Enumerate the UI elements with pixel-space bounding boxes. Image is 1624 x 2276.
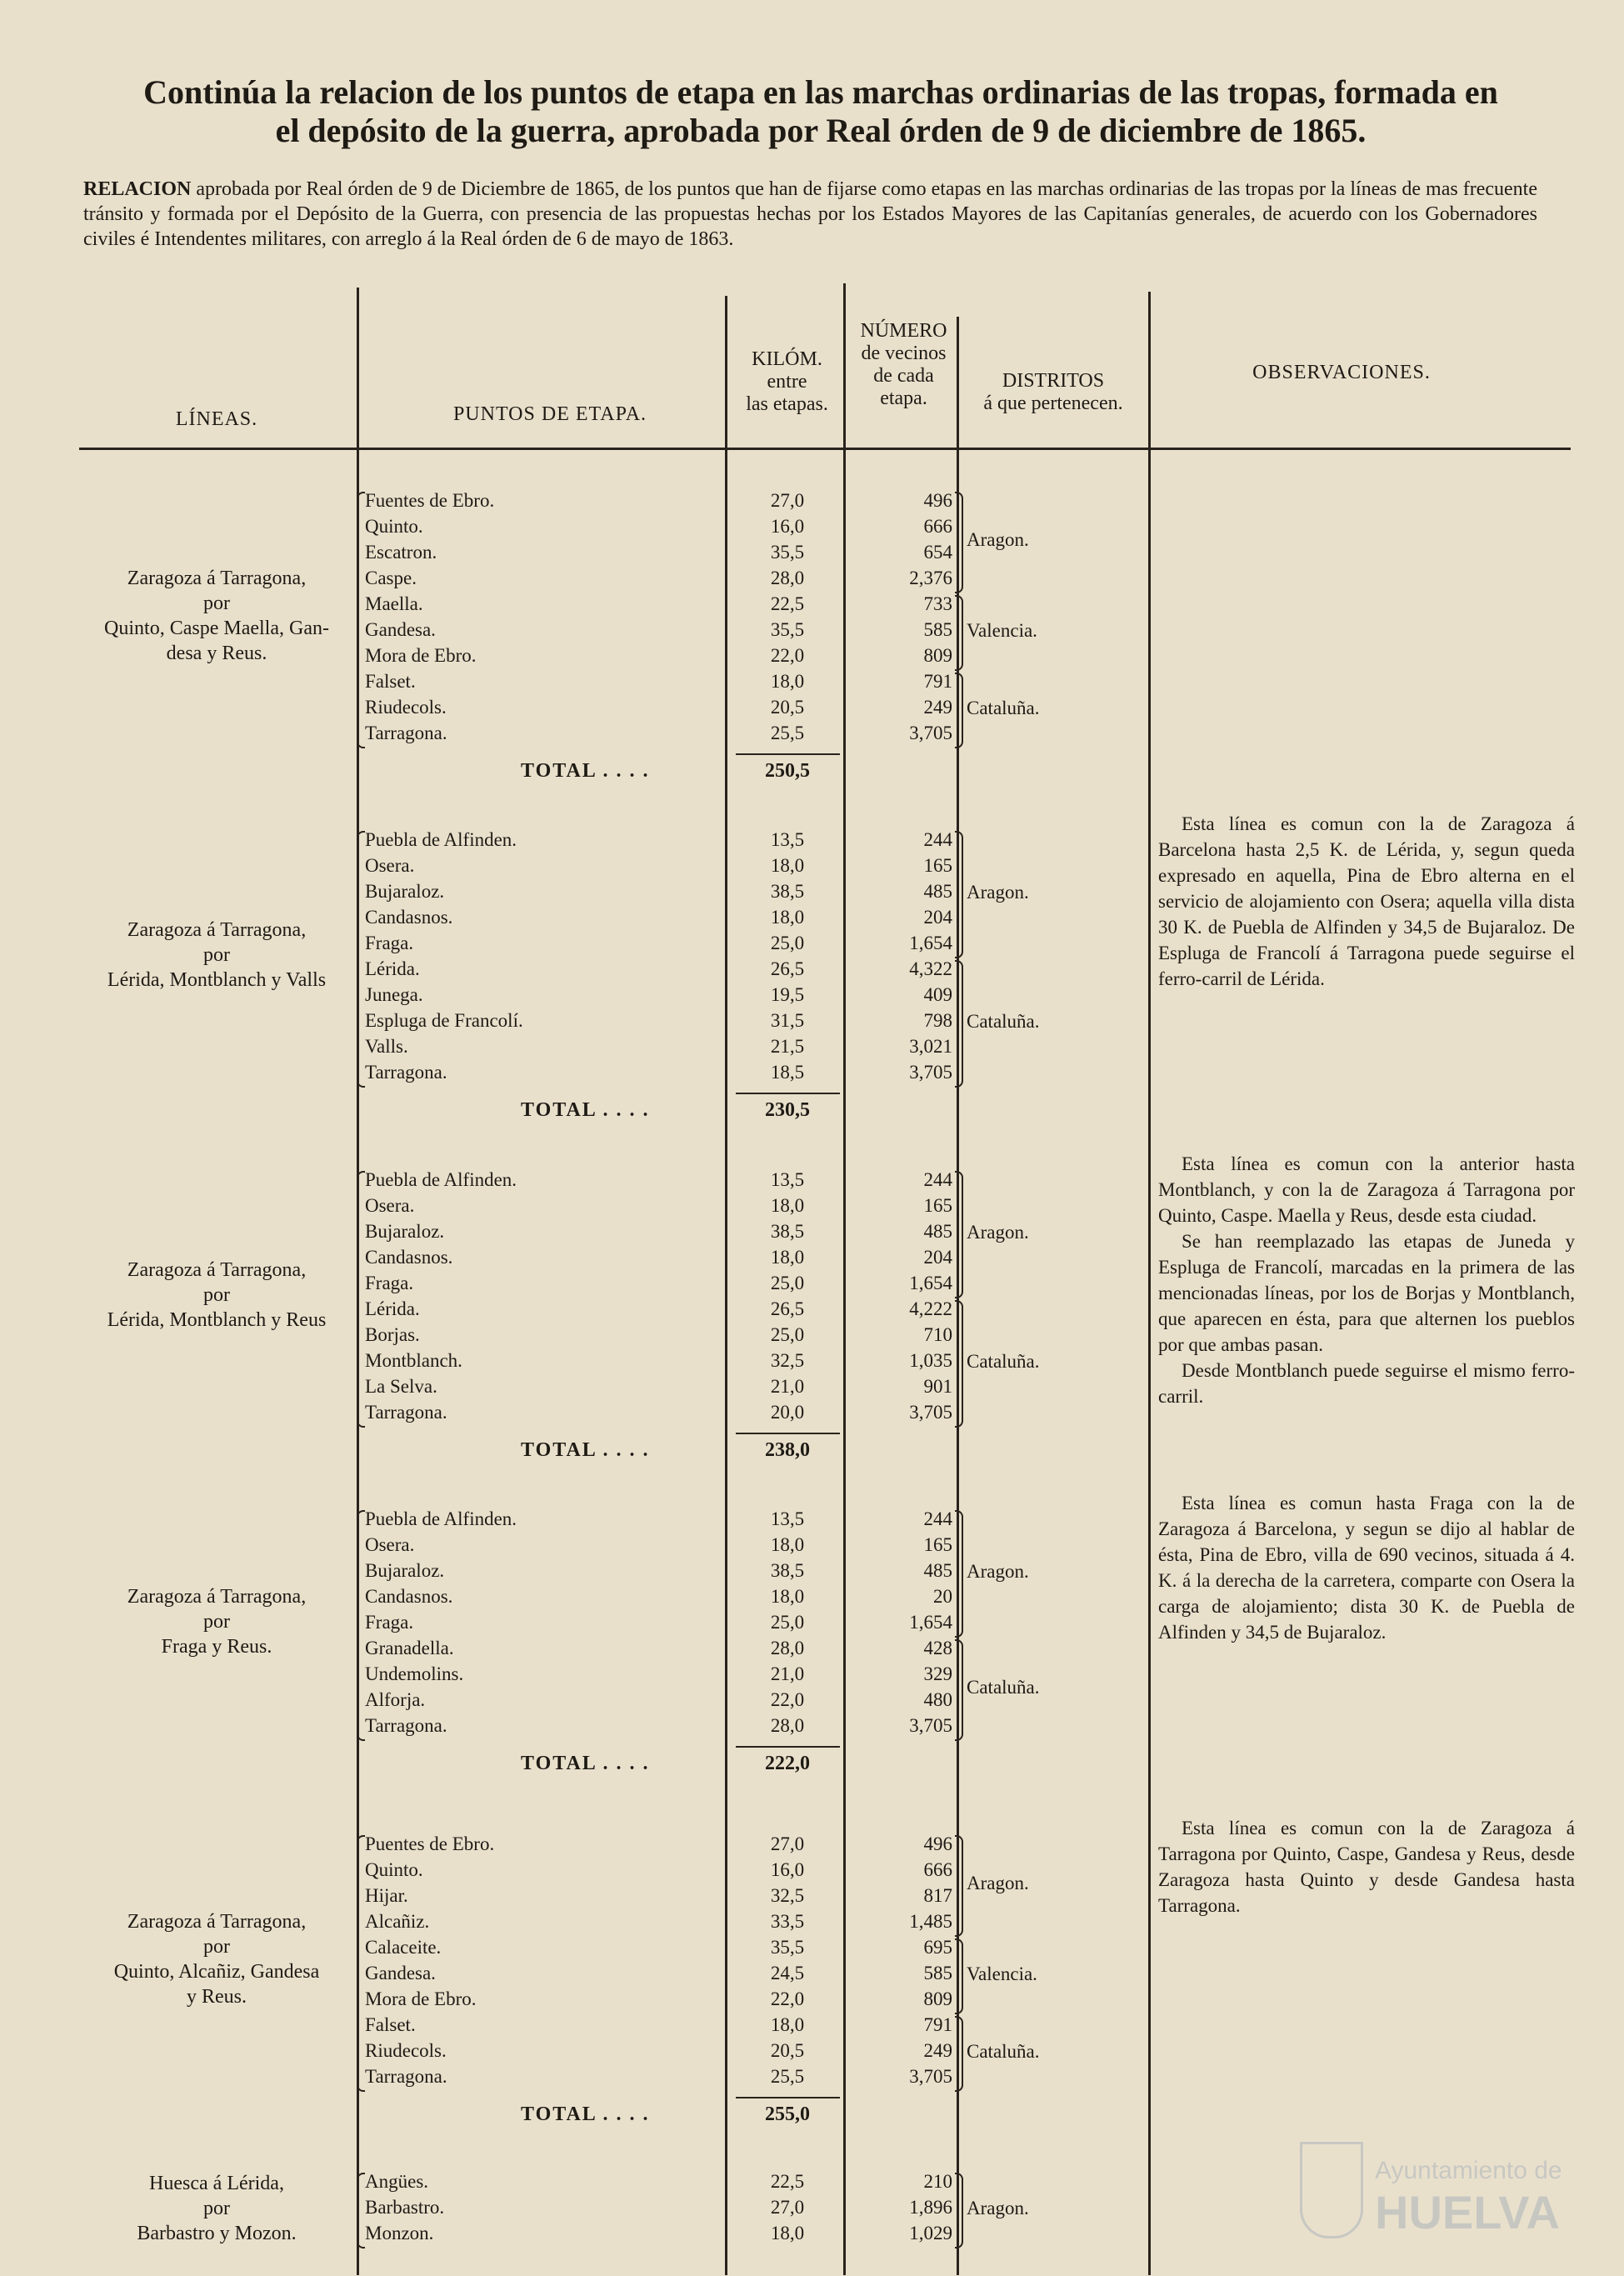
header-distritos-1: DISTRITOS xyxy=(1002,370,1105,392)
etapa-km: 18,0 xyxy=(770,1195,805,1216)
etapa-place: Undemolins. xyxy=(365,1663,464,1684)
district-name: Cataluña. xyxy=(967,1350,1040,1372)
etapa-vecinos: 329 xyxy=(923,1663,952,1684)
etapa-km: 28,0 xyxy=(770,568,805,588)
etapa-km: 38,5 xyxy=(770,1221,805,1242)
district-name: Cataluña. xyxy=(967,2040,1040,2062)
etapa-vecinos: 409 xyxy=(923,984,952,1005)
etapa-place: Osera. xyxy=(365,1534,415,1555)
observation-paragraph: Esta línea es comun con la anterior hasta Montblanch, y con la de Zaragoza á Tarragona por Quinto, Caspe. Maella y Reus, desde esta ciudad. xyxy=(1158,1153,1575,1226)
route-line xyxy=(79,2171,354,2246)
route-line-text: desa y Reus. xyxy=(166,643,267,664)
etapa-km: 27,0 xyxy=(770,490,805,511)
etapa-place: Alcañiz. xyxy=(365,1911,430,1932)
etapa-km: 22,5 xyxy=(770,593,805,614)
places-brace xyxy=(357,492,365,748)
etapa-vecinos: 1,654 xyxy=(909,933,952,953)
etapa-place: Alforja. xyxy=(365,1689,426,1710)
etapa-km: 26,5 xyxy=(770,958,805,979)
total-label: TOTAL . . . . xyxy=(521,2103,650,2125)
district-name: Cataluña. xyxy=(967,1677,1040,1698)
etapa-km: 22,0 xyxy=(770,1689,805,1710)
etapa-vecinos: 1,654 xyxy=(909,1612,952,1633)
etapa-km: 28,0 xyxy=(770,1715,805,1736)
etapa-vecinos: 244 xyxy=(923,829,952,850)
etapa-km: 21,0 xyxy=(770,1376,805,1397)
total-rule xyxy=(736,1093,840,1094)
etapa-vecinos: 809 xyxy=(923,645,952,666)
etapa-place: Caspe. xyxy=(365,568,417,588)
etapa-km: 18,0 xyxy=(770,907,805,928)
district-brace xyxy=(955,1639,963,1741)
district-brace xyxy=(955,960,963,1088)
title-line-2: el depósito de la guerra, aprobada por Real órden de 9 de diciembre de 1865. xyxy=(275,112,1367,149)
etapa-km: 35,5 xyxy=(770,1937,805,1958)
etapa-place: Candasnos. xyxy=(365,907,453,928)
etapa-km: 31,5 xyxy=(770,1010,805,1031)
etapa-vecinos: 585 xyxy=(923,619,952,640)
etapa-place: Maella. xyxy=(365,593,423,614)
district-brace xyxy=(955,1938,963,2014)
observation-text xyxy=(1158,1815,1575,1918)
etapa-place: Puentes de Ebro. xyxy=(365,1833,495,1854)
etapa-place: Escatron. xyxy=(365,542,437,563)
etapa-place: Candasnos. xyxy=(365,1247,453,1268)
etapa-km: 25,0 xyxy=(770,933,805,953)
header-numero-3: de cada xyxy=(873,365,934,387)
etapa-vecinos: 496 xyxy=(923,1833,952,1854)
watermark-line-2: HUELVA xyxy=(1375,2186,1560,2238)
district-brace xyxy=(955,1835,963,1937)
etapa-km: 20,5 xyxy=(770,2040,805,2061)
etapa-place: Fraga. xyxy=(365,1273,414,1293)
etapa-km: 22,0 xyxy=(770,645,805,666)
header-kilom-1: KILÓM. xyxy=(752,348,822,370)
etapa-place: Tarragona. xyxy=(365,1402,447,1423)
header-puntos: PUNTOS DE ETAPA. xyxy=(452,403,647,425)
district-brace xyxy=(955,2173,963,2248)
etapa-km: 25,0 xyxy=(770,1612,805,1633)
etapa-vecinos: 244 xyxy=(923,1169,952,1190)
etapa-place: Quinto. xyxy=(365,516,423,537)
header-lineas: LÍNEAS. xyxy=(175,408,258,430)
etapa-place: Falset. xyxy=(365,2014,416,2035)
observation-paragraph: Desde Montblanch puede seguirse el mismo ferro-carril. xyxy=(1158,1360,1575,1407)
etapa-km: 25,5 xyxy=(770,723,805,743)
district-name: Aragon. xyxy=(967,1873,1029,1893)
etapa-vecinos: 695 xyxy=(923,1937,952,1958)
page-title xyxy=(79,73,1562,150)
etapa-vecinos: 817 xyxy=(923,1885,952,1906)
route-line-text: por xyxy=(203,1610,230,1633)
etapa-place: Junega. xyxy=(365,984,423,1005)
etapa-vecinos: 165 xyxy=(923,1534,952,1555)
etapa-vecinos: 20 xyxy=(933,1586,952,1607)
total-rule xyxy=(736,2097,840,2098)
etapa-km: 32,5 xyxy=(770,1885,805,1906)
total-value: 238,0 xyxy=(765,1439,810,1461)
etapa-place: Borjas. xyxy=(365,1324,420,1345)
etapa-km: 22,0 xyxy=(770,1988,805,2009)
etapa-place: Osera. xyxy=(365,855,415,876)
etapa-vecinos: 2,376 xyxy=(909,568,952,588)
total-label: TOTAL . . . . xyxy=(521,1439,650,1461)
etapa-km: 26,5 xyxy=(770,1298,805,1319)
route-line-text: Lérida, Montblanch y Reus xyxy=(107,1309,327,1331)
etapa-vecinos: 733 xyxy=(923,593,952,614)
route-line-text: Huesca á Lérida, xyxy=(149,2173,284,2194)
route-line-text: y Reus. xyxy=(187,1986,247,2008)
total-value: 230,5 xyxy=(765,1099,810,1121)
observation-text xyxy=(1158,1490,1575,1645)
etapa-vecinos: 165 xyxy=(923,855,952,876)
district-name: Aragon. xyxy=(967,529,1029,550)
route-line-text: Fraga y Reus. xyxy=(161,1635,272,1658)
etapa-place: Bujaraloz. xyxy=(365,881,445,902)
column-rule-5 xyxy=(1148,292,1151,2275)
etapa-km: 25,0 xyxy=(770,1324,805,1345)
intro-paragraph xyxy=(83,177,1537,252)
etapa-km: 20,0 xyxy=(770,1402,805,1423)
etapa-km: 18,0 xyxy=(770,2223,805,2243)
route-line-text: por xyxy=(203,2198,230,2219)
total-value: 222,0 xyxy=(765,1753,810,1774)
district-brace xyxy=(955,831,963,958)
etapa-vecinos: 4,222 xyxy=(909,1298,952,1319)
etapa-km: 18,0 xyxy=(770,671,805,692)
header-kilom xyxy=(727,348,847,416)
etapa-place: Falset. xyxy=(365,671,416,692)
header-kilom-2: entre xyxy=(767,371,807,393)
etapa-km: 18,0 xyxy=(770,1586,805,1607)
etapa-place: Gandesa. xyxy=(365,619,436,640)
route-line xyxy=(79,918,354,993)
etapa-km: 38,5 xyxy=(770,1560,805,1581)
header-numero-2: de vecinos xyxy=(861,343,947,364)
etapa-vecinos: 3,705 xyxy=(909,2066,952,2087)
column-rule-3 xyxy=(843,283,846,2275)
etapa-km: 25,5 xyxy=(770,2066,805,2087)
district-brace xyxy=(955,1300,963,1428)
district-name: Valencia. xyxy=(967,619,1037,641)
watermark-line-1: Ayuntamiento de xyxy=(1375,2157,1562,2184)
etapa-km: 33,5 xyxy=(770,1911,805,1932)
district-brace xyxy=(955,2016,963,2092)
district-name: Aragon. xyxy=(967,1560,1029,1582)
route-line xyxy=(79,1258,354,1333)
header-numero-1: NÚMERO xyxy=(860,320,947,342)
etapa-place: Bujaraloz. xyxy=(365,1560,445,1581)
etapa-km: 35,5 xyxy=(770,619,805,640)
etapa-place: Fraga. xyxy=(365,1612,414,1633)
etapa-vecinos: 710 xyxy=(923,1324,952,1345)
etapa-km: 20,5 xyxy=(770,697,805,718)
etapa-place: Candasnos. xyxy=(365,1586,453,1607)
etapa-vecinos: 496 xyxy=(923,490,952,511)
total-rule xyxy=(736,1746,840,1748)
etapa-km: 13,5 xyxy=(770,1508,805,1529)
etapa-place: Angües. xyxy=(365,2171,429,2192)
etapa-km: 13,5 xyxy=(770,1169,805,1190)
total-value: 255,0 xyxy=(765,2103,810,2125)
shield-icon xyxy=(1300,2142,1363,2238)
total-rule xyxy=(736,753,840,755)
places-brace xyxy=(357,831,365,1088)
etapa-vecinos: 485 xyxy=(923,881,952,902)
etapa-vecinos: 249 xyxy=(923,697,952,718)
route-line-text: Zaragoza á Tarragona, xyxy=(127,919,307,941)
etapa-vecinos: 666 xyxy=(923,516,952,537)
observation-paragraph: Esta línea es comun hasta Fraga con la de Zaragoza á Barcelona, y segun se dijo al hablar de ésta, Pina de Ebro, villa de 690 vecinos, situada á 4. K. á la derecha de la carretera, comparte con Osera la carga de alojamiento; dista 30 K. de Puebla de Alfinden y 34,5 de Bujaraloz. xyxy=(1158,1493,1575,1643)
route-line-text: Quinto, Alcañiz, Gandesa xyxy=(113,1961,320,1983)
district-name: Aragon. xyxy=(967,1221,1029,1243)
etapa-vecinos: 3,705 xyxy=(909,723,952,743)
etapa-vecinos: 3,705 xyxy=(909,1402,952,1423)
route-line-text: por xyxy=(203,1284,230,1306)
route-line-text: Barbastro y Mozon. xyxy=(137,2223,297,2244)
etapa-place: Bujaraloz. xyxy=(365,1221,445,1242)
etapa-place: Riudecols. xyxy=(365,697,447,718)
column-rule-2 xyxy=(725,296,727,2275)
header-observaciones: OBSERVACIONES. xyxy=(1252,362,1431,383)
etapa-place: Mora de Ebro. xyxy=(365,1988,477,2009)
etapa-vecinos: 1,654 xyxy=(909,1273,952,1293)
total-rule xyxy=(736,1433,840,1434)
observation-text xyxy=(1158,811,1575,992)
etapa-vecinos: 244 xyxy=(923,1508,952,1529)
etapa-vecinos: 428 xyxy=(923,1638,952,1658)
total-label: TOTAL . . . . xyxy=(521,1099,650,1121)
watermark-logo xyxy=(1300,2133,1600,2250)
etapa-place: Puebla de Alfinden. xyxy=(365,1169,517,1190)
etapa-km: 18,0 xyxy=(770,1247,805,1268)
etapa-place: Tarragona. xyxy=(365,723,447,743)
route-line-text: Zaragoza á Tarragona, xyxy=(127,1585,307,1608)
etapa-km: 18,0 xyxy=(770,2014,805,2035)
etapa-km: 13,5 xyxy=(770,829,805,850)
title-line-1: Continúa la relacion de los puntos de etapa en las marchas ordinarias de las tropas, formada en xyxy=(143,73,1498,111)
route-line-text: por xyxy=(203,593,230,614)
observation-paragraph: Esta línea es comun con la de Zaragoza á Tarragona por Quinto, Caspe, Gandesa y Reus, desde Zaragoza hasta Quinto y desde Gandesa hasta Tarragona. xyxy=(1158,1818,1575,1916)
district-name: Valencia. xyxy=(967,1963,1037,1984)
header-kilom-3: las etapas. xyxy=(746,393,828,415)
etapa-place: Valls. xyxy=(365,1036,408,1057)
etapa-vecinos: 485 xyxy=(923,1560,952,1581)
etapa-km: 16,0 xyxy=(770,1859,805,1880)
etapa-vecinos: 1,035 xyxy=(909,1350,952,1371)
route-line xyxy=(79,1584,354,1659)
total-value: 250,5 xyxy=(765,760,810,782)
etapa-vecinos: 3,705 xyxy=(909,1715,952,1736)
etapa-km: 22,5 xyxy=(770,2171,805,2192)
etapa-place: Fuentes de Ebro. xyxy=(365,490,495,511)
places-brace xyxy=(357,1510,365,1741)
district-name: Cataluña. xyxy=(967,697,1040,718)
places-brace xyxy=(357,2173,365,2248)
total-label: TOTAL . . . . xyxy=(521,760,650,782)
etapa-vecinos: 809 xyxy=(923,1988,952,2009)
etapa-vecinos: 3,705 xyxy=(909,1062,952,1083)
route-line-text: por xyxy=(203,1936,230,1958)
etapa-place: Fraga. xyxy=(365,933,414,953)
etapa-km: 27,0 xyxy=(770,2197,805,2218)
etapa-place: Monzon. xyxy=(365,2223,434,2243)
etapa-km: 21,0 xyxy=(770,1663,805,1684)
etapa-place: Puebla de Alfinden. xyxy=(365,829,517,850)
district-brace xyxy=(955,1510,963,1638)
etapa-vecinos: 210 xyxy=(923,2171,952,2192)
header-numero xyxy=(843,320,964,410)
route-line-text: Zaragoza á Tarragona, xyxy=(127,1259,307,1281)
etapa-place: Tarragona. xyxy=(365,1062,447,1083)
etapa-place: Quinto. xyxy=(365,1859,423,1880)
etapa-vecinos: 798 xyxy=(923,1010,952,1031)
etapa-vecinos: 791 xyxy=(923,2014,952,2035)
route-line-text: Lérida, Montblanch y Valls xyxy=(107,969,327,991)
etapa-vecinos: 585 xyxy=(923,1963,952,1983)
district-brace xyxy=(955,1171,963,1298)
etapa-vecinos: 1,029 xyxy=(909,2223,952,2243)
header-distritos-2: á que pertenecen. xyxy=(983,393,1123,414)
etapa-km: 27,0 xyxy=(770,1833,805,1854)
etapa-vecinos: 4,322 xyxy=(909,958,952,979)
etapa-vecinos: 654 xyxy=(923,542,952,563)
district-name: Aragon. xyxy=(967,2197,1029,2218)
route-line-text: Zaragoza á Tarragona, xyxy=(127,1911,307,1933)
district-brace xyxy=(955,673,963,748)
etapa-vecinos: 1,485 xyxy=(909,1911,952,1932)
header-numero-4: etapa. xyxy=(880,388,927,409)
places-brace xyxy=(357,1171,365,1428)
etapa-vecinos: 249 xyxy=(923,2040,952,2061)
etapa-place: Tarragona. xyxy=(365,1715,447,1736)
header-distritos xyxy=(957,370,1150,415)
route-line xyxy=(79,566,354,666)
etapa-km: 18,5 xyxy=(770,1062,805,1083)
etapa-place: Lérida. xyxy=(365,958,420,979)
district-brace xyxy=(955,492,963,593)
observation-text xyxy=(1158,1151,1575,1409)
etapa-place: Calaceite. xyxy=(365,1937,442,1958)
total-label: TOTAL . . . . xyxy=(521,1753,650,1774)
intro-text: aprobada por Real órden de 9 de Diciembre de 1865, de los puntos que han de fijarse como etapas en las marchas ordinarias de las tropas por la líneas de mas frecuente tránsito y formada por el Depósito de la Guerra, con presencia de las propuestas hechas por los Estados Mayores de las Capitanías generales, de acuerdo con los Gobernadores civiles é Intendentes militares, con arreglo á la Real órden de 6 de mayo de 1863. xyxy=(83,178,1538,250)
observation-paragraph: Se han reemplazado las etapas de Juneda y Espluga de Francolí, marcadas en la primera de las mencionadas líneas, por los de Borjas y Montblanch, que aparecen en ésta, para que alternen los pueblos por que ambas pasan. xyxy=(1158,1231,1575,1355)
etapa-place: Riudecols. xyxy=(365,2040,447,2061)
etapa-km: 16,0 xyxy=(770,516,805,537)
header-rule xyxy=(79,448,1571,450)
etapa-place: Gandesa. xyxy=(365,1963,436,1983)
etapa-km: 18,0 xyxy=(770,855,805,876)
etapa-vecinos: 3,021 xyxy=(909,1036,952,1057)
etapa-vecinos: 204 xyxy=(923,907,952,928)
etapa-vecinos: 666 xyxy=(923,1859,952,1880)
etapa-vecinos: 485 xyxy=(923,1221,952,1242)
etapa-place: Montblanch. xyxy=(365,1350,462,1371)
etapa-km: 38,5 xyxy=(770,881,805,902)
etapa-km: 32,5 xyxy=(770,1350,805,1371)
etapa-vecinos: 480 xyxy=(923,1689,952,1710)
etapa-km: 25,0 xyxy=(770,1273,805,1293)
etapa-place: Barbastro. xyxy=(365,2197,445,2218)
etapa-vecinos: 165 xyxy=(923,1195,952,1216)
district-brace xyxy=(955,595,963,671)
etapa-place: Puebla de Alfinden. xyxy=(365,1508,517,1529)
etapa-place: Mora de Ebro. xyxy=(365,645,477,666)
etapa-vecinos: 204 xyxy=(923,1247,952,1268)
etapa-km: 18,0 xyxy=(770,1534,805,1555)
district-name: Aragon. xyxy=(967,881,1029,903)
etapa-place: Tarragona. xyxy=(365,2066,447,2087)
route-line-text: por xyxy=(203,944,230,966)
etapa-vecinos: 791 xyxy=(923,671,952,692)
etapa-km: 35,5 xyxy=(770,542,805,563)
etapa-km: 24,5 xyxy=(770,1963,805,1983)
intro-lead: RELACION xyxy=(83,178,192,200)
district-name: Cataluña. xyxy=(967,1010,1040,1032)
route-line-text: Quinto, Caspe Maella, Gan- xyxy=(104,618,329,639)
etapa-place: Osera. xyxy=(365,1195,415,1216)
etapa-km: 21,5 xyxy=(770,1036,805,1057)
etapa-vecinos: 1,896 xyxy=(909,2197,952,2218)
etapa-km: 19,5 xyxy=(770,984,805,1005)
route-line-text: Zaragoza á Tarragona, xyxy=(127,568,307,589)
etapa-place: Lérida. xyxy=(365,1298,420,1319)
etapa-place: Granadella. xyxy=(365,1638,454,1658)
etapa-vecinos: 901 xyxy=(923,1376,952,1397)
etapa-place: Hijar. xyxy=(365,1885,408,1906)
route-line xyxy=(79,1909,354,2009)
etapa-place: La Selva. xyxy=(365,1376,437,1397)
etapa-place: Espluga de Francolí. xyxy=(365,1010,523,1031)
places-brace xyxy=(357,1835,365,2092)
etapa-km: 28,0 xyxy=(770,1638,805,1658)
observation-paragraph: Esta línea es comun con la de Zaragoza á Barcelona hasta 2,5 K. de Lérida, y, segun queda expresado en aquella, Pina de Ebro alterna en el servicio de alojamiento con Osera; aquella villa dista 30 K. de Puebla de Alfinden y 34,5 de Bujaraloz. De Espluga de Francolí á Tarragona puede seguirse el ferro-carril de Lérida. xyxy=(1158,813,1575,989)
